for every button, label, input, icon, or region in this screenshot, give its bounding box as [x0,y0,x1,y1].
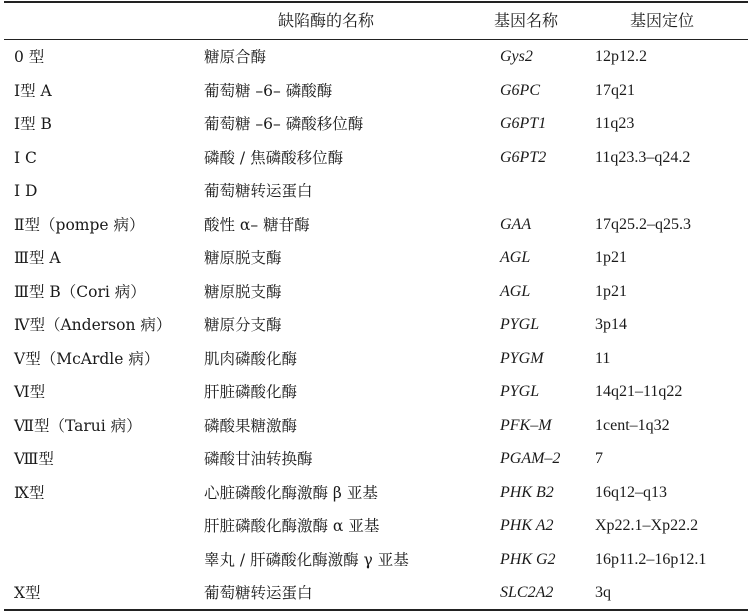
table-row [0,209,752,242]
type-cell: Ⅷ型 [14,450,54,468]
table-header-rule [4,39,748,40]
gene-cell: PFK–M [500,416,552,434]
table-row [0,376,752,409]
enzyme-cell: 糖原脱支酶 [204,282,282,301]
locus-cell: 1p21 [595,282,627,300]
gene-cell: G6PC [500,81,540,99]
enzyme-cell: 葡萄糖 –6– 磷酸移位酶 [204,115,364,133]
enzyme-cell: 糖原合酶 [204,48,267,66]
table-row [0,276,752,309]
table-row [0,142,752,175]
enzyme-cell: 睾丸 / 肝磷酸化酶激酶 γ 亚基 [204,550,409,569]
enzyme-cell: 葡萄糖转运蛋白 [204,584,313,602]
gene-cell: G6PT2 [500,148,547,166]
header-gene-locus: 基因定位 [630,11,695,30]
table-row [0,41,752,74]
enzyme-cell: 肝脏磷酸化酶激酶 α 亚基 [204,517,380,535]
table-top-rule [4,1,748,3]
type-cell: Ⅲ型 A [14,249,61,267]
enzyme-cell: 肝脏磷酸化酶 [204,383,298,401]
table-row [0,443,752,476]
type-cell: Ⅲ型 B（Cori 病） [14,282,146,301]
gene-cell: PYGM [500,349,544,367]
locus-cell: 11q23.3–q24.2 [595,148,691,166]
gene-cell: SLC2A2 [500,584,554,601]
locus-cell: 7 [595,450,603,467]
table-row [0,343,752,376]
header-enzyme-name: 缺陷酶的名称 [278,11,375,30]
enzyme-cell: 葡萄糖 –6– 磷酸酶 [204,81,333,100]
gene-cell: PGAM–2 [500,450,561,467]
enzyme-cell: 葡萄糖转运蛋白 [204,182,313,200]
type-cell: Ⅰ D [14,182,38,200]
locus-cell: 1cent–1q32 [595,416,670,434]
gene-cell: PHK A2 [500,517,554,534]
gene-cell: PHK G2 [500,550,556,568]
enzyme-cell: 酸性 α– 糖苷酶 [204,215,310,234]
enzyme-cell: 磷酸甘油转换酶 [204,450,313,468]
table-row [0,75,752,108]
gene-cell: GAA [500,215,532,233]
type-cell: Ⅱ型（pompe 病） [14,215,145,234]
type-cell: 0 型 [14,48,45,66]
locus-cell: 1p21 [595,249,627,266]
enzyme-cell: 磷酸果糖激酶 [204,416,298,435]
type-cell: Ⅴ型（McArdle 病） [14,349,160,368]
table-row [0,477,752,510]
table-row [0,577,752,610]
enzyme-cell: 糖原分支酶 [204,316,282,334]
gene-cell: AGL [500,282,531,300]
type-cell: Ⅰ型 B [14,115,52,133]
gene-cell: AGL [500,249,531,266]
gene-cell: PYGL [500,316,540,333]
gene-cell: PHK B2 [500,483,554,501]
locus-cell: Xp22.1–Xp22.2 [595,517,699,534]
type-cell: Ⅶ型（Tarui 病） [14,416,142,435]
enzyme-cell: 糖原脱支酶 [204,249,282,267]
enzyme-cell: 肌肉磷酸化酶 [204,349,298,368]
type-cell: Ⅰ型 A [14,81,52,100]
locus-cell: 3p14 [595,316,627,333]
enzyme-cell: 心脏磷酸化酶激酶 β 亚基 [204,483,378,502]
enzyme-cell: 磷酸 / 焦磷酸移位酶 [204,148,344,167]
locus-cell: 16p11.2–16p12.1 [595,550,707,568]
locus-cell: 17q21 [595,81,635,99]
locus-cell: 3q [595,584,611,601]
type-cell: Ⅸ型 [14,483,45,502]
type-cell: Ⅵ型 [14,383,46,401]
header-gene-name: 基因名称 [494,11,559,30]
type-cell: Ⅹ型 [14,584,41,602]
table-bottom-rule [4,609,748,611]
gene-cell: Gys2 [500,48,533,65]
locus-cell: 12p12.2 [595,48,647,65]
locus-cell: 17q25.2–q25.3 [595,215,691,233]
gene-cell: PYGL [500,383,540,400]
table-row [0,309,752,342]
locus-cell: 11 [595,349,611,367]
type-cell: Ⅰ C [14,148,37,167]
table-row [0,544,752,577]
table-row [0,242,752,275]
table-row [0,410,752,443]
locus-cell: 11q23 [595,115,635,132]
locus-cell: 14q21–11q22 [595,383,683,400]
table-row [0,510,752,543]
locus-cell: 16q12–q13 [595,483,667,501]
table-row [0,175,752,208]
type-cell: Ⅳ型（Anderson 病） [14,316,172,334]
gene-cell: G6PT1 [500,115,547,132]
table-row [0,108,752,141]
